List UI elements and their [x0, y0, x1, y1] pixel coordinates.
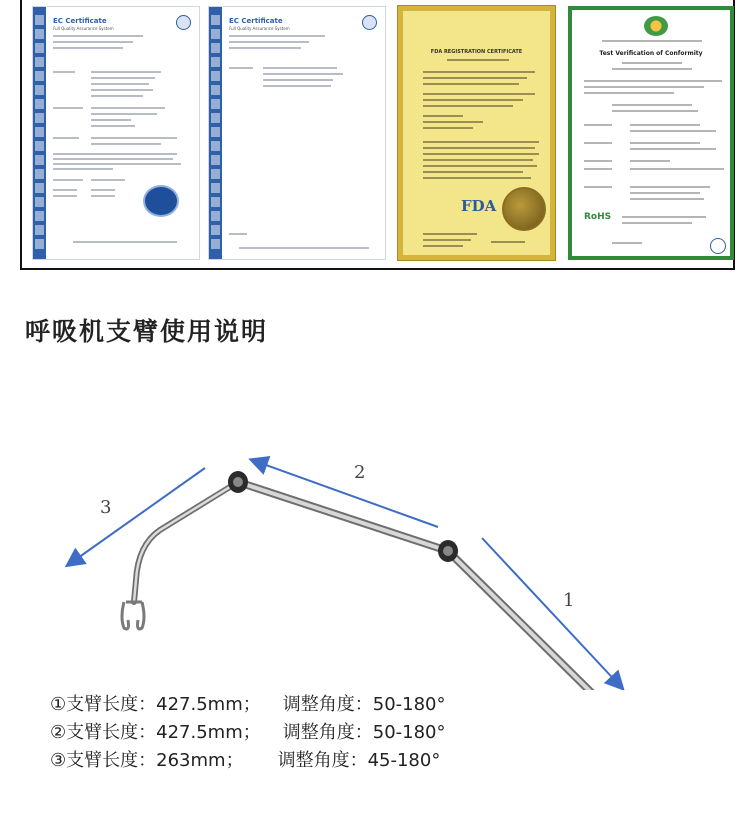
certificate-strip [20, 0, 735, 270]
fda-gold-seal-icon [502, 187, 546, 231]
fda-certificate-title: FDA REGISTRATION CERTIFICATE [430, 49, 523, 55]
spec-angle-label: 调整角度： [282, 722, 373, 743]
arm-specifications [50, 691, 446, 775]
tvc-certificate-title: Test Verification of Conformity [599, 50, 703, 57]
rohs-logo: RoHS [584, 212, 612, 222]
spec-length-value: 427.5mm； [156, 722, 261, 743]
ce-certificate-2 [208, 6, 386, 260]
notified-body-seal-icon [362, 15, 377, 30]
spec-length-value: 263mm； [156, 750, 244, 771]
notified-body-seal-icon [176, 15, 191, 30]
spec-length-label: 支臂长度： [66, 694, 157, 715]
spec-angle-value: 50-180° [372, 722, 446, 743]
spec-angle-value: 45-180° [367, 750, 441, 771]
tuv-seal-icon [143, 185, 179, 217]
segment-label-2: 2 [354, 462, 366, 483]
ce-certificate-subtitle: Full Quality Assurance System [229, 26, 290, 31]
institute-logo-icon [644, 16, 668, 36]
spec-row-arm-1 [50, 691, 446, 719]
segment-label-1: 1 [563, 590, 575, 611]
spec-angle-value: 50-180° [372, 694, 446, 715]
ce-certificate-title: EC Certificate [53, 17, 107, 25]
spec-marker: ③ [50, 750, 67, 771]
direction-arrow-1 [482, 538, 622, 688]
spec-row-arm-3 [50, 747, 446, 775]
fda-registration-certificate [398, 6, 555, 260]
spec-angle-label: 调整角度： [277, 750, 368, 771]
ce-certificate-1 [32, 6, 200, 260]
spec-marker: ② [50, 722, 67, 743]
spec-length-value: 427.5mm； [156, 694, 261, 715]
ventilator-arm-diagram [0, 440, 750, 690]
spec-length-label: 支臂长度： [66, 722, 157, 743]
arm-tubes [134, 482, 603, 690]
spec-marker: ① [50, 694, 67, 715]
spec-length-label: 支臂长度： [66, 750, 157, 771]
hose-hook-icon [122, 602, 144, 629]
fda-logo: FDA [461, 197, 497, 215]
test-verification-certificate [568, 6, 734, 260]
inspection-stamp-icon [710, 238, 726, 254]
page-title: 呼吸机支臂使用说明 [25, 317, 269, 346]
spec-row-arm-2 [50, 719, 446, 747]
ce-certificate-title: EC Certificate [229, 17, 283, 25]
ce-certificate-subtitle: Full Quality Assurance System [53, 26, 114, 31]
segment-label-3: 3 [100, 497, 112, 518]
spec-angle-label: 调整角度： [282, 694, 373, 715]
